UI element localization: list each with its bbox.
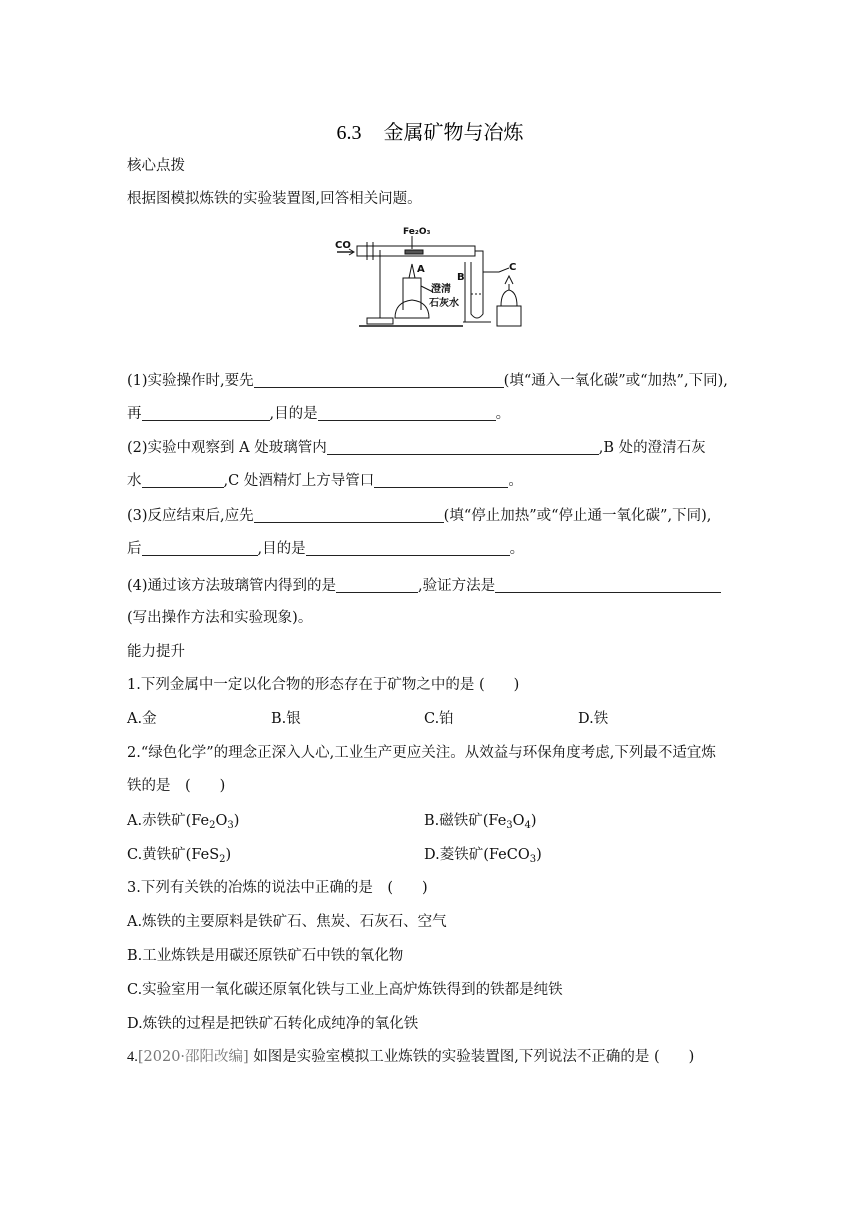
- core-q3-text-a: (3)反应结束后,应先: [127, 508, 254, 524]
- subscript: 3: [227, 820, 234, 831]
- core-q1-line1: [127, 371, 728, 391]
- intro-text: 根据图模拟炼铁的实验装置图,回答相关问题。: [127, 191, 422, 207]
- subscript: 3: [506, 820, 513, 831]
- core-q1-text-d: ,目的是: [269, 406, 318, 422]
- subscript: 3: [529, 854, 537, 865]
- subscript: 2: [209, 820, 216, 831]
- option-d-text-end: ): [536, 847, 542, 863]
- option-a-text-mid: O: [215, 813, 228, 829]
- page-title: [0, 116, 860, 145]
- question-3-option-c[interactable]: C.实验室用一氧化碳还原氧化铁与工业上高炉炼铁得到的铁都是纯铁: [127, 982, 563, 998]
- core-q4-text-a: (4)通过该方法玻璃管内得到的是: [127, 578, 337, 594]
- answer-blank[interactable]: [254, 372, 504, 388]
- question-2-stem-line1: 2.“绿色化学”的理念正深入人心,工业生产更应关注。从效益与环保角度考虑,下列最不适宜炼: [127, 745, 716, 761]
- option-b-text-mid: O: [512, 813, 525, 829]
- question-1-option-a[interactable]: A.金: [127, 711, 157, 727]
- core-q2-text-e: 。: [508, 473, 523, 489]
- apparatus-figure: [333, 222, 525, 330]
- question-4-stem-text: 如图是实验室模拟工业炼铁的实验装置图,下列说法不正确的是 ( ): [248, 1049, 695, 1065]
- core-q2-line2: [127, 471, 523, 491]
- question-2-option-c[interactable]: [127, 845, 231, 870]
- answer-blank[interactable]: [374, 472, 508, 488]
- question-3-stem: 3.下列有关铁的冶炼的说法中正确的是 ( ): [127, 880, 428, 896]
- answer-blank[interactable]: [306, 540, 510, 556]
- option-c-text-end: ): [225, 847, 232, 863]
- question-2-stem-line2: 铁的是 ( ): [127, 778, 226, 794]
- title-number: 6.3: [336, 122, 362, 144]
- question-1-option-c[interactable]: C.铂: [424, 711, 454, 727]
- core-q3-text-c: 后: [127, 541, 142, 557]
- answer-blank[interactable]: [142, 472, 224, 488]
- core-q2-text-d: ,C 处酒精灯上方导管口: [223, 473, 375, 489]
- figure-label-a: A: [417, 264, 425, 275]
- option-d-text: D.菱铁矿(FeCO: [424, 847, 530, 863]
- core-q2-text-a: (2)实验中观察到 A 处玻璃管内: [127, 440, 327, 456]
- question-1-option-d[interactable]: D.铁: [578, 711, 609, 727]
- option-a-text: A.赤铁矿(Fe: [127, 813, 210, 829]
- option-a-text-end: ): [233, 813, 240, 829]
- answer-blank[interactable]: [142, 540, 258, 556]
- core-q3-line2: [127, 539, 524, 559]
- core-q1-line2: [127, 404, 510, 424]
- core-q4-line1: [127, 576, 721, 596]
- question-4-stem: [127, 1047, 694, 1067]
- core-q3-text-e: 。: [509, 541, 525, 557]
- question-4-source: 4.: [127, 1049, 138, 1065]
- question-4-source-tag: [2020·邵阳改编]: [137, 1049, 249, 1065]
- core-q4-text-b: ,验证方法是: [418, 578, 496, 594]
- question-1-option-b[interactable]: B.银: [271, 711, 301, 727]
- core-q4-line2: (写出操作方法和实验现象)。: [127, 610, 313, 626]
- answer-blank[interactable]: [254, 507, 444, 523]
- figure-label-b: B: [457, 272, 465, 283]
- core-q3-text-b: (填“停止加热”或“停止通一氧化碳”,下同),: [443, 508, 712, 524]
- question-3-option-a[interactable]: A.炼铁的主要原料是铁矿石、焦炭、石灰石、空气: [127, 914, 447, 930]
- question-2-option-b[interactable]: [424, 811, 537, 836]
- section-ability-heading: 能力提升: [127, 644, 185, 660]
- core-q2-text-b: ,B 处的澄清石灰: [598, 440, 706, 456]
- subscript: 4: [524, 820, 531, 831]
- core-q1-text-a: (1)实验操作时,要先: [127, 373, 254, 389]
- question-2-option-d[interactable]: [424, 845, 542, 870]
- figure-label-limewater-1: 澄清: [431, 284, 451, 295]
- core-q3-line1: [127, 506, 711, 526]
- option-b-text: B.磁铁矿(Fe: [424, 813, 507, 829]
- answer-blank[interactable]: [327, 439, 599, 455]
- option-b-text-end: ): [530, 813, 537, 829]
- question-1-stem: 1.下列金属中一定以化合物的形态存在于矿物之中的是 ( ): [127, 677, 520, 693]
- figure-label-limewater-2: 石灰水: [429, 298, 459, 309]
- core-q3-text-d: ,目的是: [257, 541, 306, 557]
- question-2-option-a[interactable]: [127, 811, 239, 836]
- core-q1-text-e: 。: [495, 406, 511, 422]
- subscript: 2: [219, 854, 226, 865]
- section-core-heading: 核心点拨: [127, 158, 185, 174]
- answer-blank[interactable]: [318, 405, 496, 421]
- figure-label-c: C: [509, 262, 517, 273]
- core-q2-text-c: 水: [127, 473, 142, 489]
- answer-blank[interactable]: [336, 577, 418, 593]
- question-3-option-d[interactable]: D.炼铁的过程是把铁矿石转化成纯净的氧化铁: [127, 1016, 419, 1032]
- core-q2-line1: [127, 438, 706, 458]
- question-3-option-b[interactable]: B.工业炼铁是用碳还原铁矿石中铁的氧化物: [127, 948, 404, 964]
- core-q1-text-c: 再: [127, 406, 142, 422]
- core-q1-text-b: (填“通入一氧化碳”或“加热”,下同),: [503, 373, 728, 389]
- option-c-text: C.黄铁矿(FeS: [127, 847, 220, 863]
- answer-blank[interactable]: [142, 405, 270, 421]
- figure-label-co: CO: [335, 240, 351, 251]
- figure-label-fe2o3: Fe₂O₃: [403, 227, 431, 237]
- title-text: 金属矿物与冶炼: [383, 120, 524, 144]
- answer-blank[interactable]: [495, 577, 721, 593]
